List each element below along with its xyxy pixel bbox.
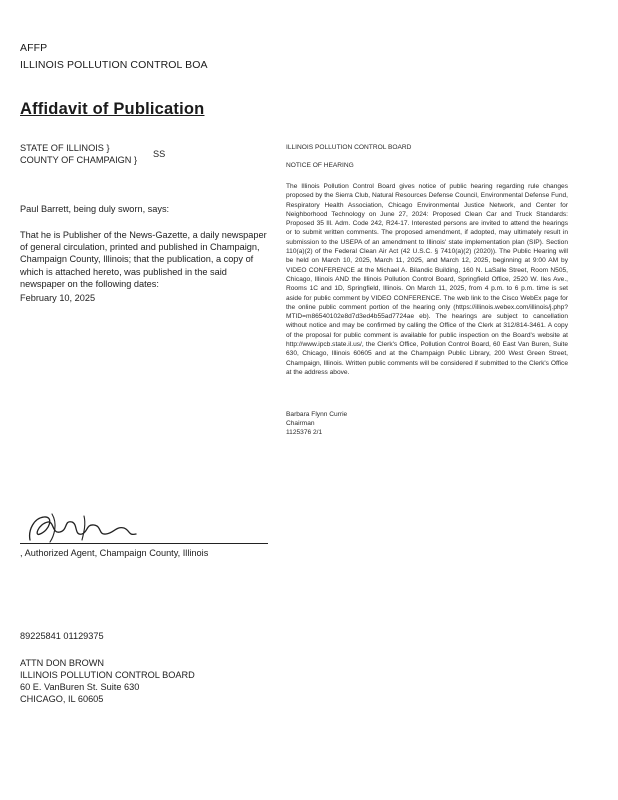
notice-heading: NOTICE OF HEARING: [286, 162, 354, 169]
address-organization: ILLINOIS POLLUTION CONTROL BOARD: [20, 670, 195, 680]
venue-county: COUNTY OF CHAMPAIGN }: [20, 155, 138, 165]
header-organization: ILLINOIS POLLUTION CONTROL BOA: [20, 59, 208, 71]
affiant-sworn-statement: Paul Barrett, being duly sworn, says:: [20, 204, 170, 214]
address-city: CHICAGO, IL 60605: [20, 694, 104, 704]
signature-label: , Authorized Agent, Champaign County, Illinois: [20, 548, 209, 558]
page-title: Affidavit of Publication: [20, 100, 205, 118]
affiant-publication-statement: That he is Publisher of the News-Gazette, a daily newspaper of general circulation, printed and published in Champaign, Champaign County, Illinois; that the publication, a copy of which is attached hereto, was published in the said newspaper on the following dates:: [20, 230, 267, 289]
venue-ss: SS: [153, 149, 166, 159]
address-attn: ATTN DON BROWN: [20, 658, 105, 668]
header-code: AFFP: [20, 42, 48, 54]
notice-body: The Illinois Pollution Control Board gives notice of public hearing regarding rule changes proposed by the Sierra Club, Natural Resources Defense Council, Environmental Defense Fund, Respiratory Health Association, Chicago Environmental Justice Network, and Center for Neighborhood Technology on June 27, 2024: Proposed Clean Car and Truck Standards: Proposed 35 Ill. Adm. Code 242, R24-17. Interested persons are invited to attend the hearings or to submit written comments. The proposed amendment, if adopted, may ultimately result in submission to the USEPA of an amendment to Illinois' state implementation plan (SIP). Section 110(a)(2) of the Federal Clean Air Act (42 U.S.C. § 7410(a)(2) (2020)). The Public Hearing will be held on March 10, 2025, March 11, 2025, and March 12, 2025, beginning at 9:00 AM by VIDEO CONFERENCE at the Michael A. Bilandic Building, 160 N. LaSalle Street, Room N505, Chicago, Illinois AND the Illinois Pollution Control Board, Springfield Office, 2520 W. Iles Ave., Rooms 1C and 1D, Springfield, Illinois. On March 11, 2025, from 4 p.m. to 6 p.m. time is set aside for public comment by VIDEO CONFERENCE. The web link to the Cisco WebEx page for the online public comment portion of the hearing only (https://illinois.webex.com/illinois/j.php?MTID=m86540102e8d7d3ed4b55ad7724ae eb). The hearings are subject to cancellation without notice and may be confirmed by calling the Office of the Clerk at 312/814-3461. A copy of the proposal for public comment is available for public inspection on the Board's website at http://www.ipcb.state.il.us/, the Clerk's Office, Pollution Control Board, 60 East Van Buren, Suite 630, Chicago, Illinois 60605 and at the Champaign Public Library, 200 West Green Street, Champaign, Illinois. Written public comments will be considered if submitted to the Clerk's Office at the address above.: [286, 183, 568, 376]
notice-organization: ILLINOIS POLLUTION CONTROL BOARD: [286, 144, 412, 151]
notice-signer: Barbara Flynn Currie: [286, 411, 348, 418]
handwritten-signature: [24, 510, 144, 546]
notice-reference: 1125376 2/1: [286, 429, 323, 436]
address-street: 60 E. VanBuren St. Suite 630: [20, 682, 140, 692]
account-ids: 89225841 01129375: [20, 631, 104, 641]
venue-state: STATE OF ILLINOIS }: [20, 143, 110, 153]
signature-line: [20, 543, 268, 544]
publication-date: February 10, 2025: [20, 293, 96, 303]
notice-signer-title: Chairman: [286, 420, 315, 427]
